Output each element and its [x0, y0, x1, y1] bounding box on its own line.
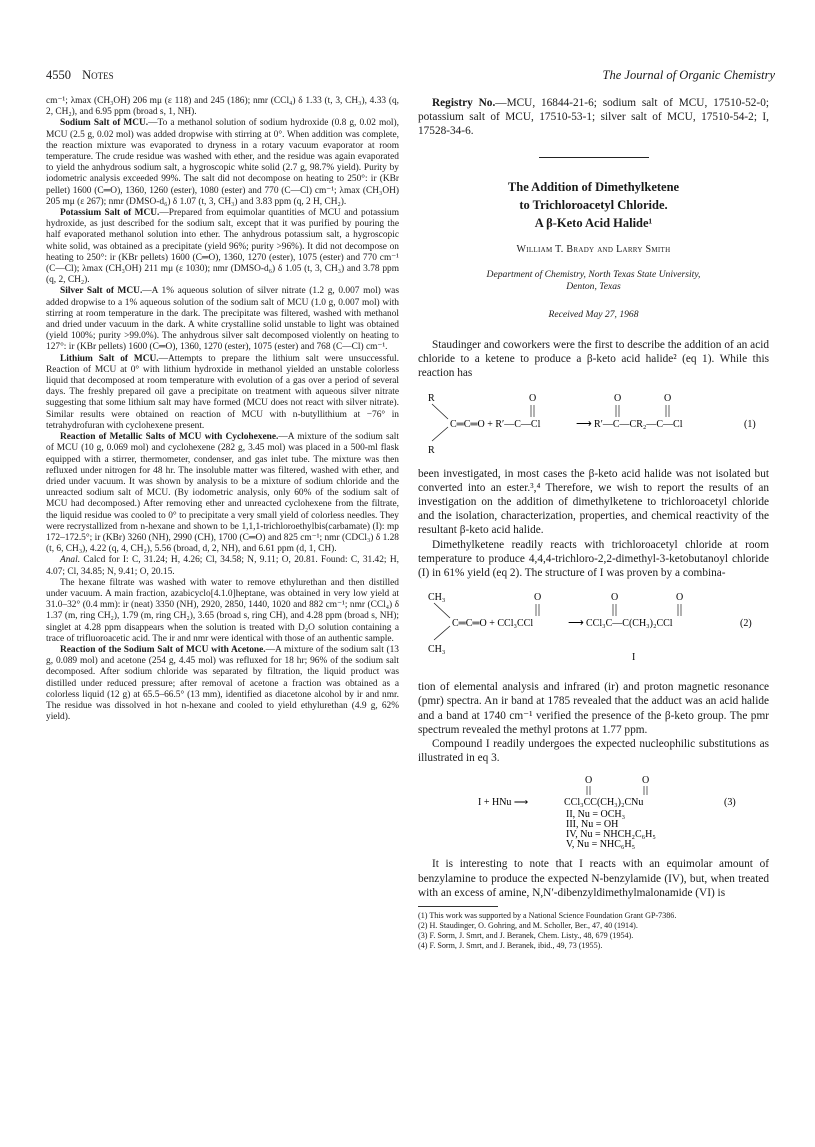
eq3-line-ii: II, Nu = OCH₃	[566, 809, 626, 821]
equation-2-drawing	[418, 588, 769, 672]
affiliation-line-2: Denton, Texas	[566, 280, 621, 292]
eq1-o-1: O	[529, 392, 537, 404]
eq2-reactants: C═C═O + CCl₃CCl	[452, 618, 534, 630]
text-potassium-salt: —Prepared from equimolar quantities of MCU and potassium hydroxide, as just described for the sodium salt, except that it was purified by pouring the half evaporated methanol solution into ether. The anhydrous potassium salt, a hygroscopic white solid, was obtained as a precipitate (yield 96%; purity >96%). It did not decompose on heating to 250°: ir (KBr pellets) 1600 (C═O), 1360, 1270 (ester), 1075 (ester) and 770 cm⁻¹ (C—Cl); λmax (CH₃OH) 211 mμ (ε 1030); nmr (DMSO-d₆) δ 1.05 (t, 3, CH₃) and 3.78 ppm (q, 2, CH₂).	[46, 208, 399, 286]
heading-sodium-salt: Sodium Salt of MCU.	[60, 118, 149, 129]
footnotes	[418, 911, 769, 951]
text-sodium-salt: —To a methanol solution of sodium hydroxide (0.8 g, 0.02 mol), MCU (2.5 g, 0.02 mol) was added dropwise with stirring at 0°. When addition was complete, the reaction mixture was evaporated to dryness in a rotary vacuum evaporator at room temperature. The crude residue was washed with ether, and the residue was again evaporated to yield the anhydrous sodium salt, a hygroscopic white solid (2.7 g, 98.7% yield). Purity by iodometric analysis exceeded 99%. The salt did not decompose on heating to 250°: ir (KBr pellet) 1600 (C═O), 1360, 1260 (ester), 1080 (ester) and 770 (C—Cl) cm⁻¹; λmax (CH₃OH) 205 mμ (ε 267); nmr (DMSO-d₆) δ 1.07 (t, 3, CH₃) and 3.83 ppm (q, 2 H, CH₂).	[46, 118, 400, 207]
paragraph-hexane: The hexane filtrate was washed with water to remove ethylurethan and then distilled under vacuum. A main fraction, azabicyclo[4.1.0]heptane, was obtained in very low yield at 31.0–32° (0.4 mm): ir (neat) 3350 (NH), 2920, 2850, 1440, 1020 and 882 cm⁻¹; nmr (CCl₄) δ 1.37 (m, ring CH₂), 1.79 (m, ring CH₂), 3.65 (broad s, ring CH), and 4.28 ppm (broad s, NH); singlet at 4.28 ppm disappears when the solution is treated with D₂O solution containing a trace of trifluoroacetic acid. The ir and nmr were identical with those of an authentic sample.	[46, 577, 399, 644]
eq3-o-2: O	[642, 775, 650, 787]
heading-lithium-salt: Lithium Salt of MCU.	[60, 353, 159, 364]
heading-acetone: Reaction of the Sodium Salt of MCU with Acetone.	[60, 644, 266, 655]
paragraph-lithium-salt	[46, 354, 399, 432]
text-silver-salt: —A 1% aqueous solution of silver nitrate (1.2 g, 0.007 mol) was added dropwise to a 1% aqueous solution of the sodium salt of MCU (1.0 g, 0.007 mol) with stirring at room temperature in the dark. The precipitate was filtered, washed with methanol and dried under vacuum in the dark. A white crystalline solid unstable to light was obtained (yield 100%; purity >99.0%). The anhydrous silver salt decomposed violently on heating to 127°: ir (KBr pellets) 1600 (C═O), 1360, 1270 (ester), 1075 (ester) and 768 (C—Cl) cm⁻¹.	[46, 286, 399, 353]
affiliation-line-1: Department of Chemistry, North Texas State University,	[486, 268, 701, 280]
paragraph-dimethylketene: Dimethylketene readily reacts with trichloroacetyl chloride at room temperature to produce 4,4,4-trichloro-2,2-dimethyl-3-ketobutanoyl chloride (I) in 61% yield (eq 2). The structure of I was proven by a combina-	[418, 538, 769, 580]
journal-title: The Journal of Organic Chemistry	[602, 68, 775, 82]
heading-cyclohexene: Reaction of Metallic Salts of MCU with Cyclohexene.	[60, 432, 279, 443]
eq1-r-bottom: R	[428, 444, 435, 456]
title-line-2: to Trichloroacetyl Chloride.	[519, 197, 668, 212]
paragraph-silver-salt	[46, 286, 399, 353]
title-line-1: The Addition of Dimethylketene	[507, 179, 680, 194]
eq2-compound-label: I	[632, 652, 636, 664]
registry-text: —MCU, 16844-21-6; sodium salt of MCU, 17510-52-0; potassium salt of MCU, 17510-53-1; silver salt of MCU, 17510-54-2; I, 17528-34-6.	[418, 97, 769, 138]
equation-3	[418, 773, 769, 849]
eq1-reactants: C═C═O + R′—C—Cl	[450, 418, 541, 430]
eq3-product: CCl₃CC(CH₃)₂CNu	[564, 797, 644, 809]
section-name: Notes	[82, 68, 114, 82]
registry-paragraph	[418, 96, 769, 139]
left-column	[46, 96, 399, 723]
received-date: Received May 27, 1968	[548, 308, 639, 320]
text-analysis: Calcd for I: C, 31.24; H, 4.26; Cl, 34.58; N, 9.11; O, 20.81. Found: C, 31.42; H, 4.07; Cl, 34.85; N, 9.41; O, 20.15.	[46, 555, 399, 577]
paragraph-substitutions: Compound I readily undergoes the expected nucleophilic substitutions as illustrated in eq 3.	[418, 738, 769, 765]
heading-analysis: Anal.	[60, 555, 81, 566]
paragraph-acetone	[46, 645, 399, 723]
eq3-o-1: O	[585, 775, 593, 787]
footnote-3: (3) F. Sorm, J. Smrt, and J. Beranek, Chem. Listy., 48, 679 (1954).	[418, 931, 634, 941]
eq2-o-3: O	[676, 592, 684, 604]
page-number: 4550	[46, 68, 71, 82]
eq2-o-2: O	[611, 592, 619, 604]
eq3-reactants: I + HNu ⟶	[478, 797, 529, 809]
article-body	[418, 338, 769, 900]
eq1-number: (1)	[744, 418, 756, 430]
equation-2	[418, 588, 769, 672]
page-header-left	[46, 68, 114, 83]
paragraph-intro: Staudinger and coworkers were the first to describe the addition of an acid chloride to a ketene to produce a β-keto acid halide² (eq 1). While this reaction has	[418, 339, 769, 380]
eq3-line-v: V, Nu = NHC₆H₅	[566, 839, 636, 850]
paragraph-benzylamine: It is interesting to note that I reacts with an equimolar amount of benzylamine to produce the expected N-benzylamide (IV), but, when treated with an excess of amine, N,N′-dibenzyldimethylmalonamide (VI) is	[418, 858, 769, 899]
paragraph-analysis-spectra: tion of elemental analysis and infrared (ir) and proton magnetic resonance (pmr) spectra. An ir band at 1785 revealed that the adduct was an acid halide and a band at 1740 cm⁻¹ verified the presence of the β-keto group. The pmr spectrum revealed the methyl protons at 1.77 ppm.	[418, 681, 769, 736]
footnote-4: (4) F. Sorm, J. Smrt, and J. Beranek, ibid., 49, 73 (1955).	[418, 941, 603, 951]
title-line-3: A β-Keto Acid Halide¹	[534, 215, 653, 230]
eq3-line-iii: III, Nu = OH	[566, 819, 619, 831]
eq1-r-top: R	[428, 392, 435, 404]
right-column	[418, 96, 769, 951]
eq2-arrow: ⟶	[568, 617, 584, 630]
text-cyclohexene: —A mixture of the sodium salt of MCU (10 g, 0.069 mol) and cyclohexene (282 g, 3.45 mol) was placed in a 500-ml flask equipped with a stirrer, thermometer, condenser, and gas inlet tube. The mixture was then refluxed under nitrogen for 48 hr. The insoluble matter was filtered, washed with ether, and dried under vacuum. It was shown by analysis to be a mixture of sodium chloride and the unreacted sodium salt of MCU. (By iodometric analysis, only 60% of the sodium salt of MCU had decomposed.) After removing ether and unreacted cyclohexene from the filtrate, the liquid residue was cooled to 0° to precipitate a very small yield of colorless needles. They were recrystallized from n-hexane and shown to be 1,1,1-trichloroethylbis(carbamate) (I): mp 172–172.5°; ir (KBr) 3260 (NH), 2990 (CH), 1700 (C═O) and 825 cm⁻¹; nmr (CDCl₃) δ 1.28 (t, 6, CH₃), 4.22 (q, 4, CH₂), 5.56 (broad, d, 2, NH), and 6.61 ppm (d, 1, CH).	[46, 432, 399, 555]
eq1-arrow: ⟶	[576, 417, 592, 430]
footnote-divider	[418, 906, 498, 907]
paragraph-potassium-salt	[46, 208, 399, 286]
divider	[539, 157, 649, 158]
registry-heading: Registry No.	[432, 97, 496, 109]
paragraph-analysis	[46, 555, 399, 577]
authors: William T. Brady and Larry Smith	[516, 243, 671, 255]
eq1-o-2: O	[614, 392, 622, 404]
footnote-2: (2) H. Staudinger, O. Gohring, and M. Scholler, Ber., 47, 40 (1914).	[418, 921, 638, 931]
text-acetone: —A mixture of the sodium salt (13 g, 0.089 mol) and acetone (254 g, 4.45 mol) was refluxed for 18 hr; 96% of the sodium salt decomposed. After sodium chloride was separated by filtration, the liquid product was distilled under reduced pressure; after removal of acetone a fraction was obtained as a colorless liquid (12 g) at 65.5–66.5° (13 mm), identified as diacetone alcohol by ir and nmr. The residue was dissolved in hot n-hexane and cooled to yield ethylurethan (4.9 g, 62% yield).	[46, 644, 399, 723]
heading-silver-salt: Silver Salt of MCU.	[60, 286, 143, 297]
equation-1	[418, 389, 769, 459]
affiliation	[418, 269, 769, 293]
footnote-1: (1) This work was supported by a National Science Foundation Grant GP-7386.	[418, 911, 677, 921]
eq1-o-3: O	[664, 392, 672, 404]
eq2-number: (2)	[740, 618, 752, 630]
text-lithium-salt: —Attempts to prepare the lithium salt were unsuccessful. Reaction of MCU at 0° with lithium hydroxide in methanol yielded an unstable colorless liquid that decomposed at room temperature with evolution of a gas over a period of several days. The freshly prepared oil gave a precipitate on treatment with aqueous silver nitrate suggesting that some lithium salt may have formed (MCU does not react with silver nitrate). Similar results were obtained on reaction of MCU with n-butyllithium at −76° in tetrahydrofuran with cyclohexene present.	[46, 353, 399, 431]
eq1-product: R′—C—CR₂—C—Cl	[594, 418, 683, 430]
eq3-number: (3)	[724, 797, 736, 809]
heading-potassium-salt: Potassium Salt of MCU.	[60, 208, 160, 219]
eq2-o-1: O	[534, 592, 542, 604]
paragraph-cyclohexene	[46, 432, 399, 555]
equation-3-drawing	[418, 773, 769, 849]
paragraph-sodium-salt	[46, 118, 399, 208]
eq2-product: CCl₃C—C(CH₃)₂CCl	[586, 618, 673, 630]
eq2-ch3-bottom: CH₃	[428, 644, 446, 656]
article-title	[418, 178, 769, 232]
paragraph-continued: cm⁻¹; λmax (CH₃OH) 206 mμ (ε 118) and 245 (186); nmr (CCl₄) δ 1.33 (t, 3, CH₃), 4.33 (q, 2, CH₂), and 6.95 ppm (broad s, 1, NH).	[46, 96, 399, 118]
eq3-line-iv: IV, Nu = NHCH₂C₆H₅	[566, 829, 656, 841]
eq2-ch3-top: CH₃	[428, 592, 446, 604]
paragraph-investigation: been investigated, in most cases the β-keto acid halide was not isolated but converted into an ester.³,⁴ Therefore, we wish to report the results of an investigation on the addition of dimethylketene to trichloroacetyl chloride and the isolation, characterization, properties, and chemical reactivity of the resultant β-keto acid halide.	[418, 467, 769, 537]
equation-1-drawing	[418, 389, 769, 459]
